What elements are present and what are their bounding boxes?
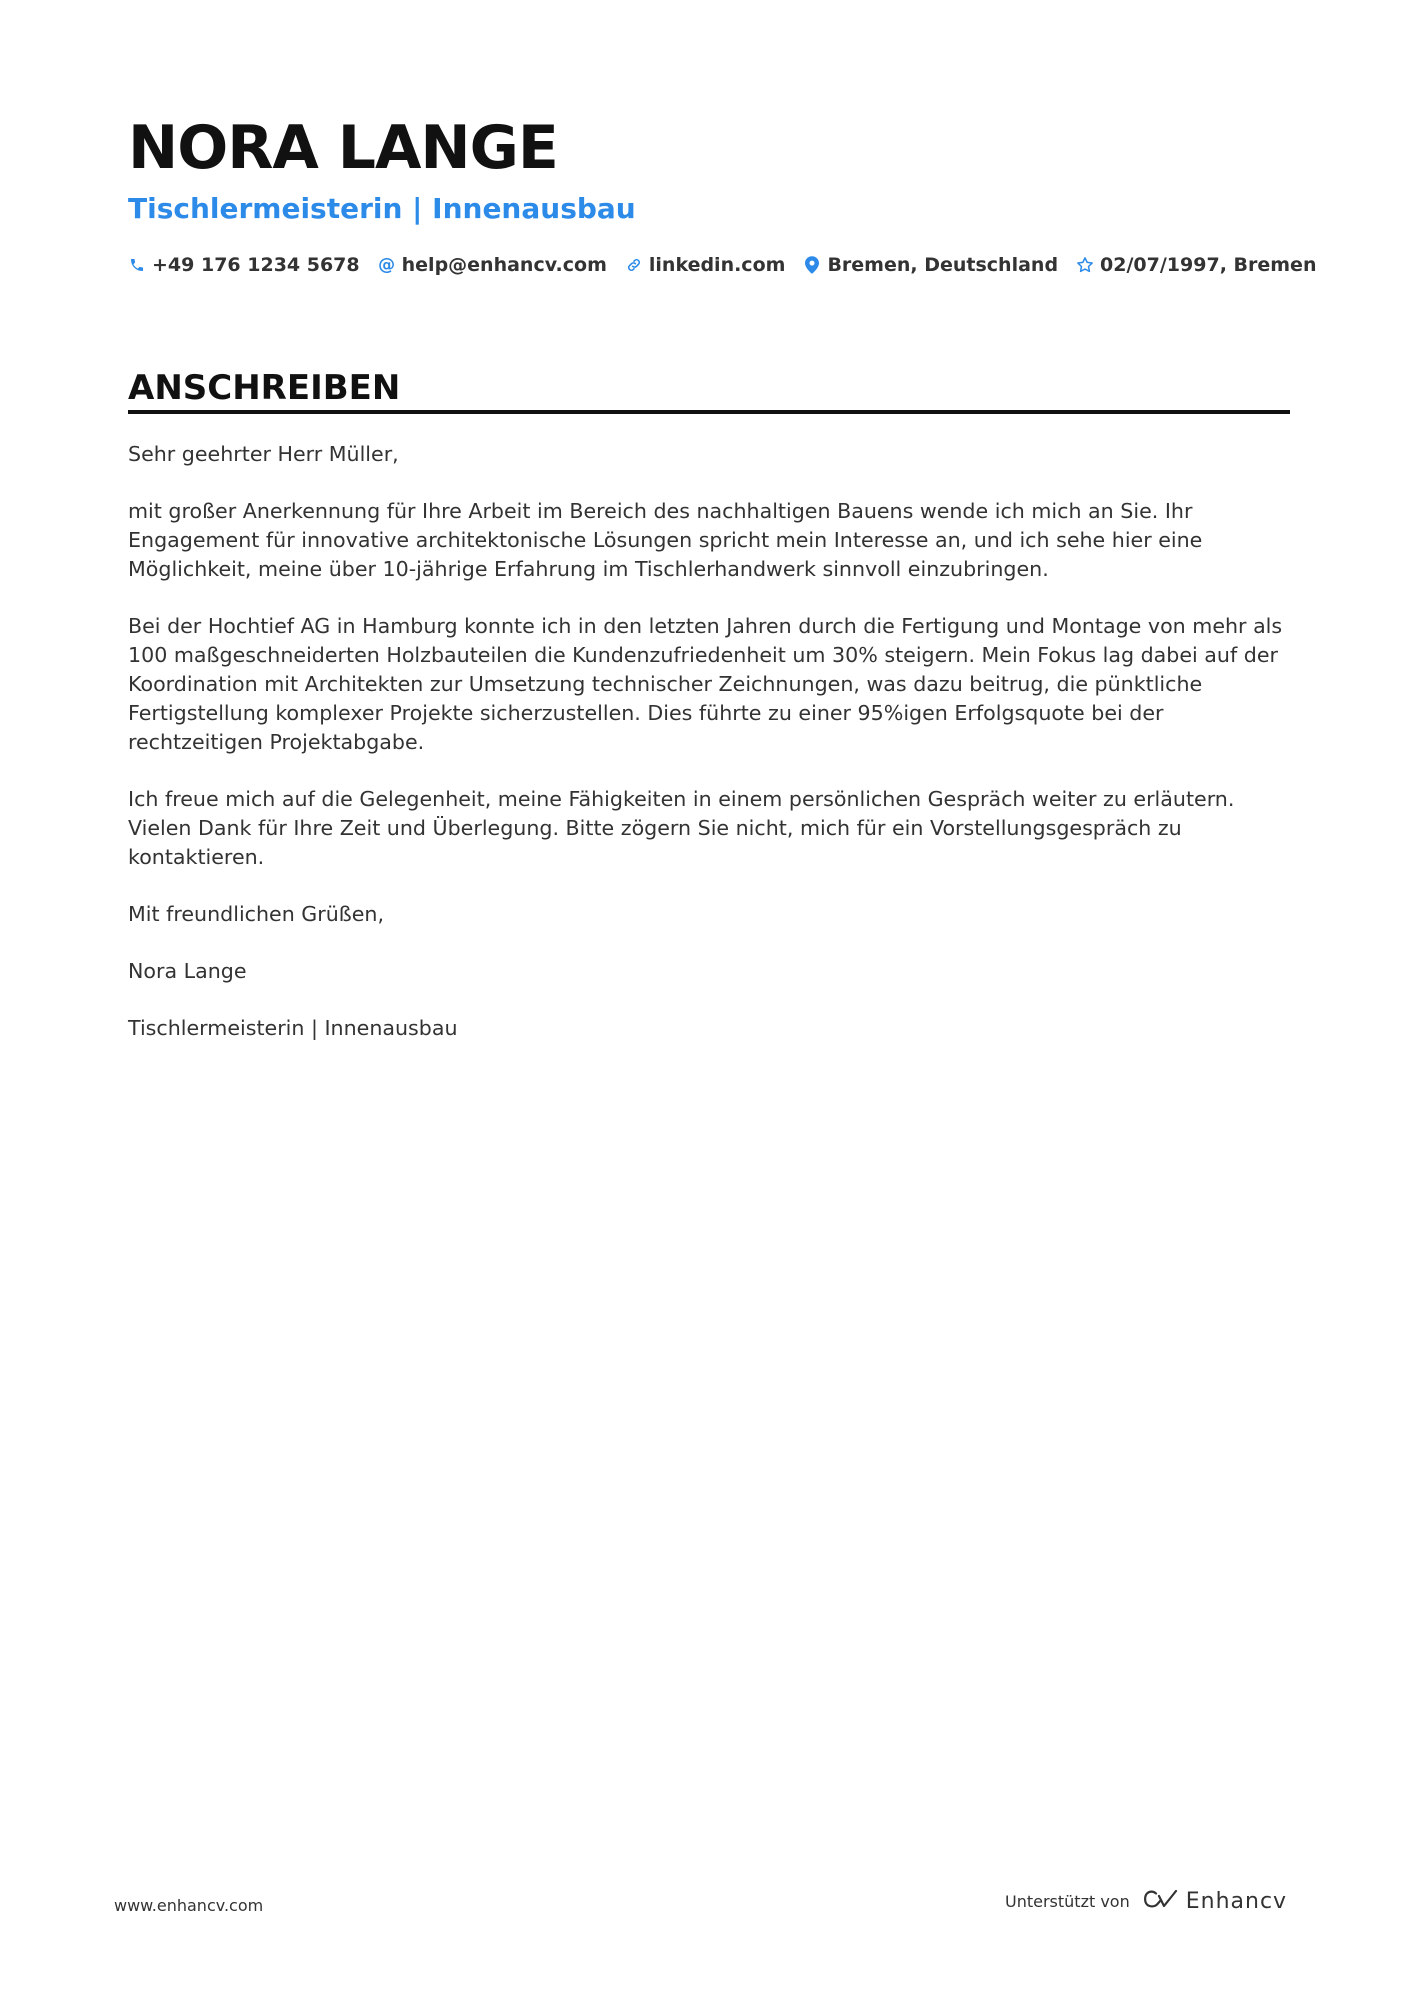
location-pin-icon [803,256,821,274]
brand-name: Enhancv [1185,1888,1288,1914]
letter-paragraph: mit großer Anerkennung für Ihre Arbeit im Bereich des nachhaltigen Bauens wende ich mich an Sie. Ihr Engagement für innovative architektonische Lösungen spricht mein Interesse an, und ich sehe hier eine Möglichkeit, meine über 10-jährige Erfahrung im Tischlerhandwerk sinnvoll einzubringen. [128,499,1203,581]
contact-linkedin[interactable] [625,254,786,276]
contact-birth-text: 02/07/1997, Bremen [1100,254,1317,276]
star-icon [1076,256,1094,274]
section-divider [128,410,1290,414]
contact-phone [128,254,360,276]
letter-paragraph: Bei der Hochtief AG in Hamburg konnte ich in den letzten Jahren durch die Fertigung und Montage von mehr als 100 maßgeschneiderten Holzbauteilen die Kundenzufriedenheit um 30% steigern. Mein Fokus lag dabei auf der Koordination mit Architekten zur Umsetzung technischer Zeichnungen, was dazu beitrug, die pünktliche Fertigstellung komplexer Projekte sicherzustellen. Dies führte zu einer 95%igen Erfolgsquote bei der rechtzeitigen Projektabgabe. [128,614,1283,754]
letter-salutation: Sehr geehrter Herr Müller, [128,442,399,466]
contact-phone-text: +49 176 1234 5678 [152,254,360,276]
enhancv-logo-icon [1142,1888,1180,1914]
section-title: ANSCHREIBEN [128,368,401,408]
contact-email[interactable] [378,254,607,276]
footer-powered-by[interactable] [1005,1888,1287,1914]
letter-closing: Mit freundlichen Grüßen, [128,902,385,926]
contact-location [803,254,1058,276]
contact-birth [1076,254,1316,276]
phone-icon [128,256,146,274]
candidate-name: NORA LANGE [128,113,558,183]
letter-body [128,440,1298,1071]
footer-website[interactable]: www.enhancv.com [114,1896,264,1915]
letter-paragraph: Ich freue mich auf die Gelegenheit, meine Fähigkeiten in einem persönlichen Gespräch weiter zu erläutern. Vielen Dank für Ihre Zeit und Überlegung. Bitte zögern Sie nicht, mich für ein Vorstellungsgespräch zu kontaktieren. [128,787,1235,869]
contact-email-text[interactable]: help@enhancv.com [401,254,607,276]
contact-bar [128,254,1334,276]
at-icon: @ [378,255,396,275]
contact-linkedin-text[interactable]: linkedin.com [648,254,786,276]
signature-name: Nora Lange [128,959,247,983]
powered-by-label: Unterstützt von [1005,1891,1130,1911]
link-icon [625,256,643,274]
signature-title: Tischlermeisterin | Innenausbau [128,1016,458,1040]
contact-location-text: Bremen, Deutschland [827,254,1059,276]
candidate-title: Tischlermeisterin | Innenausbau [128,192,636,225]
